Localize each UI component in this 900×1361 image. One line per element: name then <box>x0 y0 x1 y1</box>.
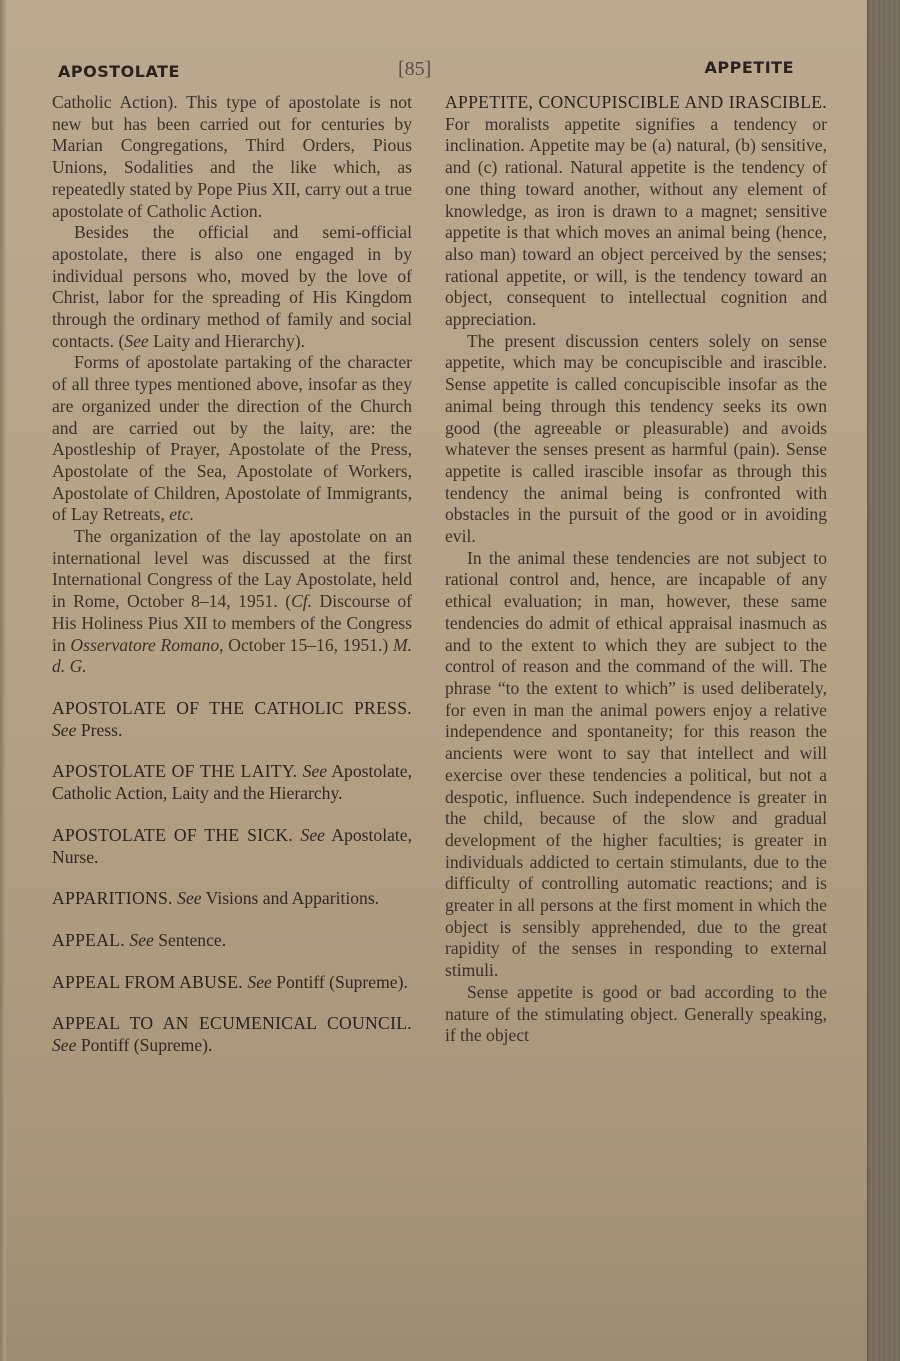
paragraph-text: Discourse of His Holiness Pius XII to members of the Congress in <box>52 591 413 655</box>
author-initials: M. d. G. <box>52 634 412 677</box>
see-reference: See <box>52 1035 77 1056</box>
dictionary-entry <box>52 1013 412 1056</box>
left-column <box>52 92 412 1057</box>
page-header <box>58 58 794 88</box>
dictionary-entry <box>52 698 412 741</box>
paragraph-text: Forms of apostolate partaking of the character of all three types mentioned above, insofar as they are organized under the direction of the Church and are carried out by the laity, are: the Apostleship of Prayer, Apostolate of the Press, Apostolate of the Sea, Apostolate of Workers, Apostolate of Children, Apostolate of Immigrants, of Lay Retreats, <box>52 352 412 525</box>
cross-reference: Sentence. <box>153 929 227 950</box>
cross-reference: Pontiff (Supreme). <box>76 1035 213 1056</box>
paragraph <box>52 526 412 678</box>
dictionary-entry <box>52 930 412 952</box>
entry-heading: APOSTOLATE OF THE LAITY. <box>52 761 298 782</box>
right-column <box>445 92 827 1047</box>
entry-heading: APPEAL FROM ABUSE. <box>52 971 243 992</box>
cross-reference: Apostolate, Nurse. <box>52 824 412 867</box>
page-number: [85] <box>398 58 432 80</box>
paragraph <box>52 222 412 352</box>
book-gutter <box>0 0 6 1361</box>
paragraph: Sense appetite is good or bad according to the nature of the stimulating object. Generally speaking, if the object <box>445 981 827 1046</box>
paren: ( <box>118 330 125 351</box>
cross-reference: Pontiff (Supreme). <box>271 971 408 992</box>
entry-heading: APPARITIONS. <box>52 888 173 909</box>
dictionary-entry <box>52 972 412 994</box>
etc-text: etc. <box>169 504 195 525</box>
entry-heading: APPEAL. <box>52 929 125 950</box>
see-reference: See <box>302 761 328 782</box>
see-reference: See <box>124 330 149 351</box>
cf-abbrev: Cf. <box>291 591 313 612</box>
paragraph: The present discussion centers solely on sense appetite, which may be concupiscible and irascible. Sense appetite is called concupiscible insofar as the animal being through this tendency seeks its own good (the agreeable or pleasurable) and avoids whatever the senses present as harmful (pain). Sense appetite is called irascible insofar as through this tendency the animal being is confronted with obstacles in the pursuit of the good or in avoiding evil. <box>445 330 827 547</box>
paragraph-text: Besides the official and semi-official apostolate, there is also one engaged in by individual persons who, moved by the love of Christ, labor for the spreading of His Kingdom through the ordinary method of family and social contacts. <box>52 222 412 351</box>
see-reference: See <box>177 888 202 909</box>
entry-heading: APOSTOLATE OF THE CATHOLIC PRESS. <box>52 697 412 718</box>
cross-reference: Visions and Apparitions. <box>201 888 380 909</box>
entry-heading: APOSTOLATE OF THE SICK. <box>52 824 294 845</box>
dictionary-entry <box>52 761 412 804</box>
cross-reference: Laity and Hierarchy). <box>148 330 306 351</box>
paragraph-text: For moralists appetite signifies a tendency or inclination. Appetite may be (a) natural, (b) sensitive, and (c) rational. Natural appetite is the tendency of one thing toward another, without any element of knowledge, as iron is drawn to a magnet; sensitive appetite is that which moves an animal being (hence, also man) toward an object perceived by the senses; rational appetite, or will, is the tendency toward an object, consequent to intellectual cognition and appreciation. <box>445 113 827 330</box>
paragraph: In the animal these tendencies are not subject to rational control and, hence, are incapable of any ethical evaluation; in man, however, these same tendencies do admit of ethical appraisal inasmuch as and to the extent to which they are subject to the control of reason and the command of the will. The phrase “to the extent to which” is used deliberately, for even in man the animal powers enjoy a relative independence and spontaneity; for this reason the ancients were wont to say that intellect and will exercise over these tendencies a political, but not a despotic, influence. Such independence is greater in the child, because of the slow and gradual development of the higher faculties; is greater in individuals addicted to certain stimulants, due to the difficulty of controlling automatic reactions; and is greater in all persons at the first moment in which the object is sensibly apprehended, due to the great rapidity of the senses in responding to external stimuli. <box>445 547 827 981</box>
cross-reference: Press. <box>76 719 123 740</box>
page-edges <box>867 0 900 1361</box>
see-reference: See <box>247 971 272 992</box>
entry-heading: APPEAL TO AN ECUMENICAL COUNCIL. <box>52 1013 412 1034</box>
dictionary-entry <box>52 825 412 868</box>
see-reference: See <box>300 824 325 845</box>
see-reference: See <box>129 929 154 950</box>
entry-heading: APPETITE, CONCUPISCIBLE AND IRASCIBLE. <box>445 92 827 112</box>
paragraph-text: The organization of the lay apostolate on an international level was discussed at the first International Congress of the Lay Apostolate, held in Rome, October 8–14, 1951. ( <box>52 526 412 612</box>
see-reference: See <box>52 719 77 740</box>
paragraph: Catholic Action). This type of apostolate is not new but has been carried out for centuries by Marian Congregations, Third Orders, Pious Unions, Sodalities and the like which, as repeatedly stated by Pope Pius XII, carry out a true apostolate of Catholic Action. <box>52 92 412 221</box>
paragraph <box>52 352 412 526</box>
left-running-head: APOSTOLATE <box>58 62 180 81</box>
journal-title: Osservatore Romano <box>70 634 220 655</box>
cross-reference: Apostolate, Catholic Action, Laity and the Hierarchy. <box>52 761 412 804</box>
dictionary-entry <box>445 92 827 331</box>
dictionary-entry <box>52 888 412 910</box>
right-running-head: APPETITE <box>704 58 794 77</box>
paragraph-text: , October 15–16, 1951.) <box>219 634 393 655</box>
